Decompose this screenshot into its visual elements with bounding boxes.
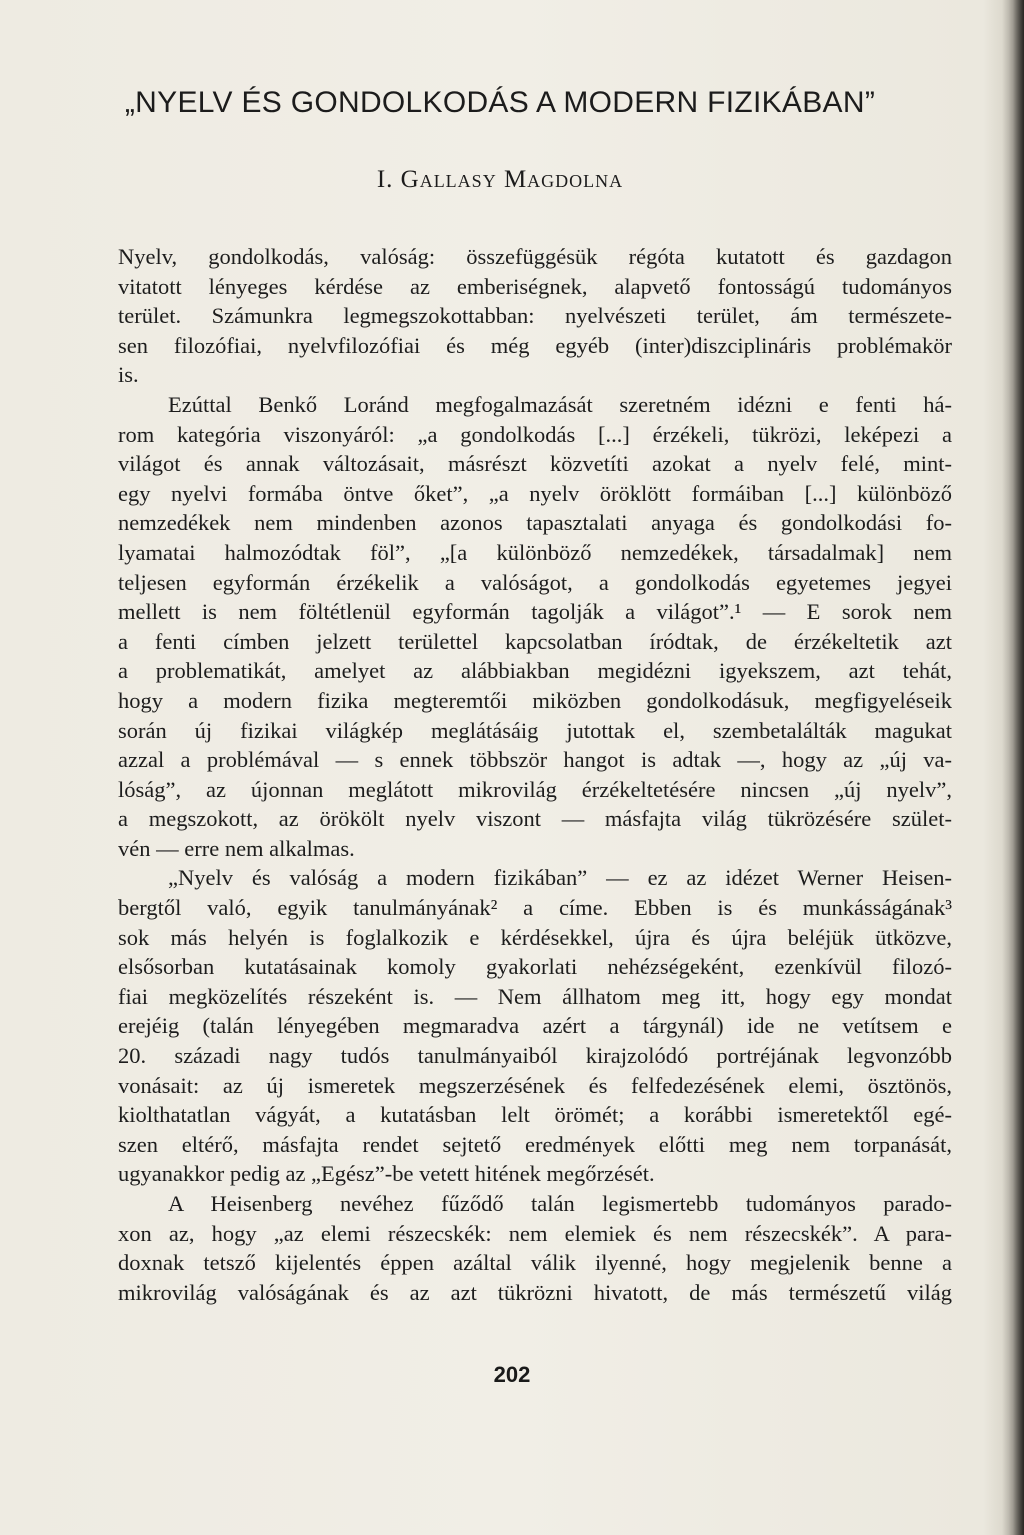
body-line: 20. századi nagy tudós tanulmányaiból kirajzolódó portréjának legvonzóbb (118, 1043, 952, 1069)
body-line: kiolthatatlan vágyát, a kutatásban lelt örömét; a korábbi ismeretektől egé- (118, 1102, 952, 1128)
body-line: erejéig (talán lényegében megmaradva azért a tárgynál) ide ne vetítsem e (118, 1013, 952, 1039)
article-title: „NYELV ÉS GONDOLKODÁS A MODERN FIZIKÁBAN” (124, 86, 876, 119)
body-line: rom kategória viszonyáról: „a gondolkodás [...] érzékeli, tükrözi, leképezi a (118, 421, 952, 447)
body-line: azzal a problémával — s ennek többször hangot is adtak —, hogy az „új va- (118, 747, 952, 773)
page-edge-shadow (1002, 0, 1024, 1535)
body-line: Ezúttal Benkő Loránd megfogalmazását szeretném idézni e fenti há- (168, 391, 952, 417)
body-line: „Nyelv és valóság a modern fizikában” — ez az idézet Werner Heisen- (168, 865, 952, 891)
body-line: xon az, hogy „az elemi részecskék: nem elemiek és nem részecskék”. A para- (118, 1220, 952, 1246)
body-line: mikrovilág valóságának és az azt tükrözni hivatott, de más természetű világ (118, 1279, 952, 1305)
body-line: teljesen egyformán érzékelik a valóságot, a gondolkodás egyetemes jegyei (118, 569, 952, 595)
body-line: doxnak tetsző kijelentés éppen azáltal válik ilyenné, hogy megjelenik benne a (118, 1250, 952, 1276)
page-number: 202 (493, 1362, 531, 1387)
body-line: során új fizikai világkép meglátásáig jutottak el, szembetalálták magukat (118, 717, 952, 743)
body-line: lóság”, az újonnan meglátott mikrovilág érzékeltetésére nincsen „új nyelv”, (118, 776, 952, 802)
body-line: bergtől való, egyik tanulmányának² a címe. Ebben is és munkásságának³ (118, 895, 952, 921)
body-line: terület. Számunkra legmegszokottabban: nyelvészeti terület, ám természete- (118, 303, 952, 329)
body-line: egy nyelvi formába öntve őket”, „a nyelv öröklött formáiban [...] különböző (118, 480, 952, 506)
article-author: I. Gallasy Magdolna (376, 166, 624, 193)
body-line: hogy a modern fizika megteremtői miközben gondolkodásuk, megfigyeléseik (118, 687, 952, 713)
body-line: vitatott lényeges kérdése az emberiségnek, alapvető fontosságú tudományos (118, 273, 952, 299)
body-line: A Heisenberg nevéhez fűződő talán legismertebb tudományos parado- (168, 1191, 952, 1216)
body-line: a megszokott, az örökölt nyelv viszont — másfajta világ tükrözésére szület- (118, 806, 952, 832)
body-line: Nyelv, gondolkodás, valóság: összefüggésük régóta kutatott és gazdagon (118, 244, 952, 269)
body-line: sen filozófiai, nyelvfilozófiai és még egyéb (inter)diszciplináris problémakör (118, 332, 952, 358)
body-line: elsősorban kutatásainak komoly gyakorlati nehézségeként, ezenkívül filozó- (118, 954, 952, 980)
body-line: nemzedékek nem mindenben azonos tapasztalati anyaga és gondolkodási fo- (118, 510, 952, 536)
article-body (118, 242, 952, 1307)
body-line: vén — erre nem alkalmas. (118, 835, 355, 861)
body-line: vonásait: az új ismeretek megszerzésének és felfedezésének elemi, ösztönös, (118, 1072, 952, 1098)
body-line: mellett is nem föltétlenül egyformán tagolják a világot”.¹ — E sorok nem (118, 599, 952, 625)
body-line: szen eltérő, másfajta rendet sejtető eredmények előtti meg nem torpanását, (118, 1131, 952, 1157)
body-line: lyamatai halmozódtak föl”, „[a különböző nemzedékek, társadalmak] nem (118, 539, 952, 565)
body-line: sok más helyén is foglalkozik e kérdésekkel, újra és újra beléjük ütközve, (118, 924, 952, 950)
body-line: ugyanakkor pedig az „Egész”-be vetett hitének megőrzését. (118, 1161, 655, 1187)
body-line: is. (118, 362, 139, 388)
body-line: a problematikát, amelyet az alábbiakban megidézni igyekszem, azt tehát, (118, 658, 952, 684)
body-line: a fenti címben jelzett területtel kapcsolatban íródtak, de érzékeltetik azt (118, 628, 952, 654)
body-line: világot és annak változásait, másrészt közvetíti azokat a nyelv felé, mint- (118, 451, 952, 477)
body-line: fiai megközelítés részeként is. — Nem állhatom meg itt, hogy egy mondat (118, 983, 952, 1009)
